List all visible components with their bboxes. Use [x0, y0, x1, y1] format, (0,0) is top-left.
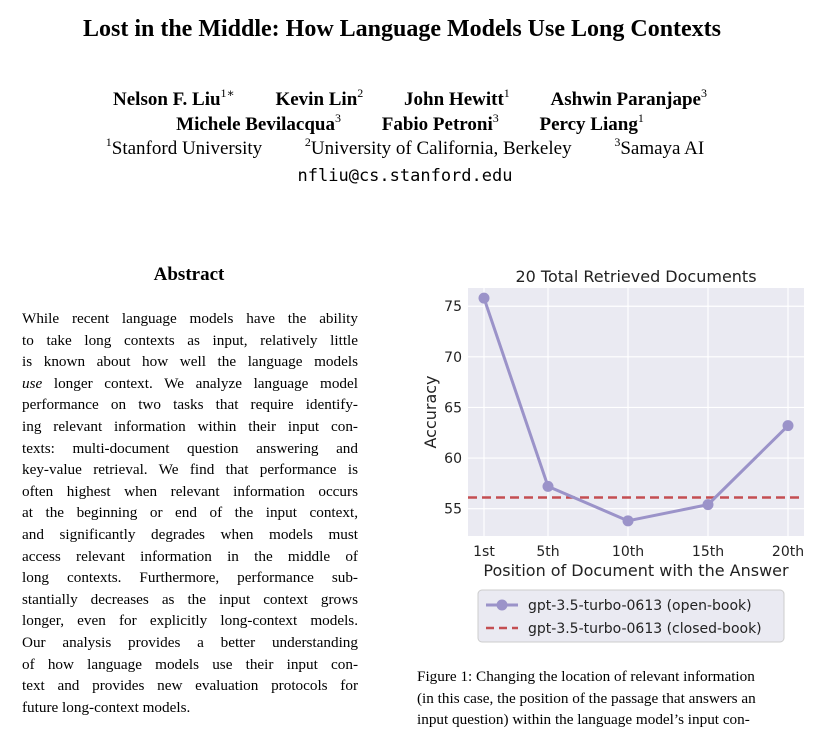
- abstract-line: to take long contexts as input, relatively little: [22, 331, 358, 349]
- x-axis-label: Position of Document with the Answer: [483, 561, 789, 580]
- caption-line: input question) within the language model’s input con-: [417, 711, 750, 729]
- abstract-line: texts: multi-document question answering and: [22, 439, 358, 457]
- abstract-line: Our analysis provides a better understanding: [22, 633, 358, 651]
- y-axis-label: Accuracy: [421, 375, 440, 449]
- abstract-line: future long-context models.: [22, 698, 191, 716]
- affiliation: $^3$Samaya AI: [614, 135, 705, 159]
- abstract-line: is known about how well the language models: [22, 353, 358, 371]
- legend-open-book-label: gpt-3.5-turbo-0613 (open-book): [528, 598, 752, 614]
- abstract-line: use longer context. We analyze language model: [22, 374, 358, 392]
- author: Michele Bevilacqua$^3$: [176, 111, 341, 135]
- caption-line: Figure 1: Changing the location of relevant information: [417, 668, 755, 685]
- abstract-line: performance on two tasks that require identify-: [22, 396, 358, 414]
- y-tick-label: 70: [444, 349, 462, 366]
- y-tick-label: 65: [444, 400, 462, 417]
- author: Kevin Lin$^2$: [275, 86, 364, 110]
- x-tick-label: 10th: [611, 544, 645, 560]
- x-tick-label: 1st: [473, 544, 495, 560]
- abstract-line: text and provides new evaluation protocols for: [22, 677, 358, 695]
- abstract-line: key-value retrieval. We find that performance is: [22, 461, 358, 479]
- chart-svg: [412, 262, 822, 652]
- y-tick-label: 60: [444, 451, 462, 468]
- affiliations: [0, 135, 810, 160]
- caption-line: (in this case, the position of the passage that answers an: [417, 689, 756, 707]
- abstract-line: long contexts. Furthermore, performance sub-: [22, 569, 358, 587]
- author-row-2: [0, 111, 820, 136]
- legend-open-book-marker: [497, 600, 508, 611]
- abstract-heading: Abstract: [153, 264, 225, 285]
- abstract-line: stantially decreases as the input context grows: [22, 590, 358, 608]
- abstract-line: at the beginning or end of the input context,: [22, 504, 358, 522]
- abstract-line: of how language models use their input con-: [22, 655, 358, 673]
- abstract-line: and significantly degrades when models must: [22, 525, 358, 543]
- chart-title: 20 Total Retrieved Documents: [515, 267, 757, 286]
- x-tick-label: 20th: [771, 544, 805, 560]
- open-book-data-point: [703, 499, 714, 510]
- author: Nelson F. Liu$^{1∗}$: [113, 86, 235, 110]
- x-tick-label: 15th: [691, 544, 725, 560]
- open-book-data-point: [783, 420, 794, 431]
- accuracy-chart: [412, 262, 822, 652]
- y-tick-label: 75: [444, 299, 462, 316]
- y-tick-label: 55: [444, 501, 462, 518]
- open-book-data-point: [623, 515, 634, 526]
- abstract-line: ing relevant information within their input con-: [22, 417, 358, 435]
- legend-closed-book-label: gpt-3.5-turbo-0613 (closed-book): [528, 621, 762, 637]
- figure-caption: [417, 666, 817, 731]
- affiliation: $^1$Stanford University: [105, 135, 263, 159]
- plot-area: [468, 288, 804, 536]
- abstract-line: often highest when relevant information occurs: [22, 482, 358, 500]
- author-row-1: [0, 86, 820, 111]
- x-tick-label: 5th: [536, 544, 560, 560]
- author: Percy Liang$^1$: [539, 111, 644, 135]
- abstract-line: While recent language models have the ability: [22, 310, 358, 327]
- abstract-line: access relevant information in the middle of: [22, 547, 358, 565]
- open-book-data-point: [543, 481, 554, 492]
- abstract-body: [22, 308, 358, 718]
- contact-email: nfliu@cs.stanford.edu: [297, 166, 513, 186]
- open-book-data-point: [479, 293, 490, 304]
- paper-title: Lost in the Middle: How Language Models Use Long Contexts: [82, 16, 722, 42]
- abstract-line: longer, even for explicitly long-context models.: [22, 612, 358, 630]
- author: John Hewitt$^1$: [404, 86, 510, 110]
- emphasis-word: use: [22, 374, 43, 392]
- affiliation: $^2$University of California, Berkeley: [304, 135, 572, 159]
- author: Fabio Petroni$^3$: [381, 111, 499, 135]
- author: Ashwin Paranjape$^3$: [550, 86, 707, 110]
